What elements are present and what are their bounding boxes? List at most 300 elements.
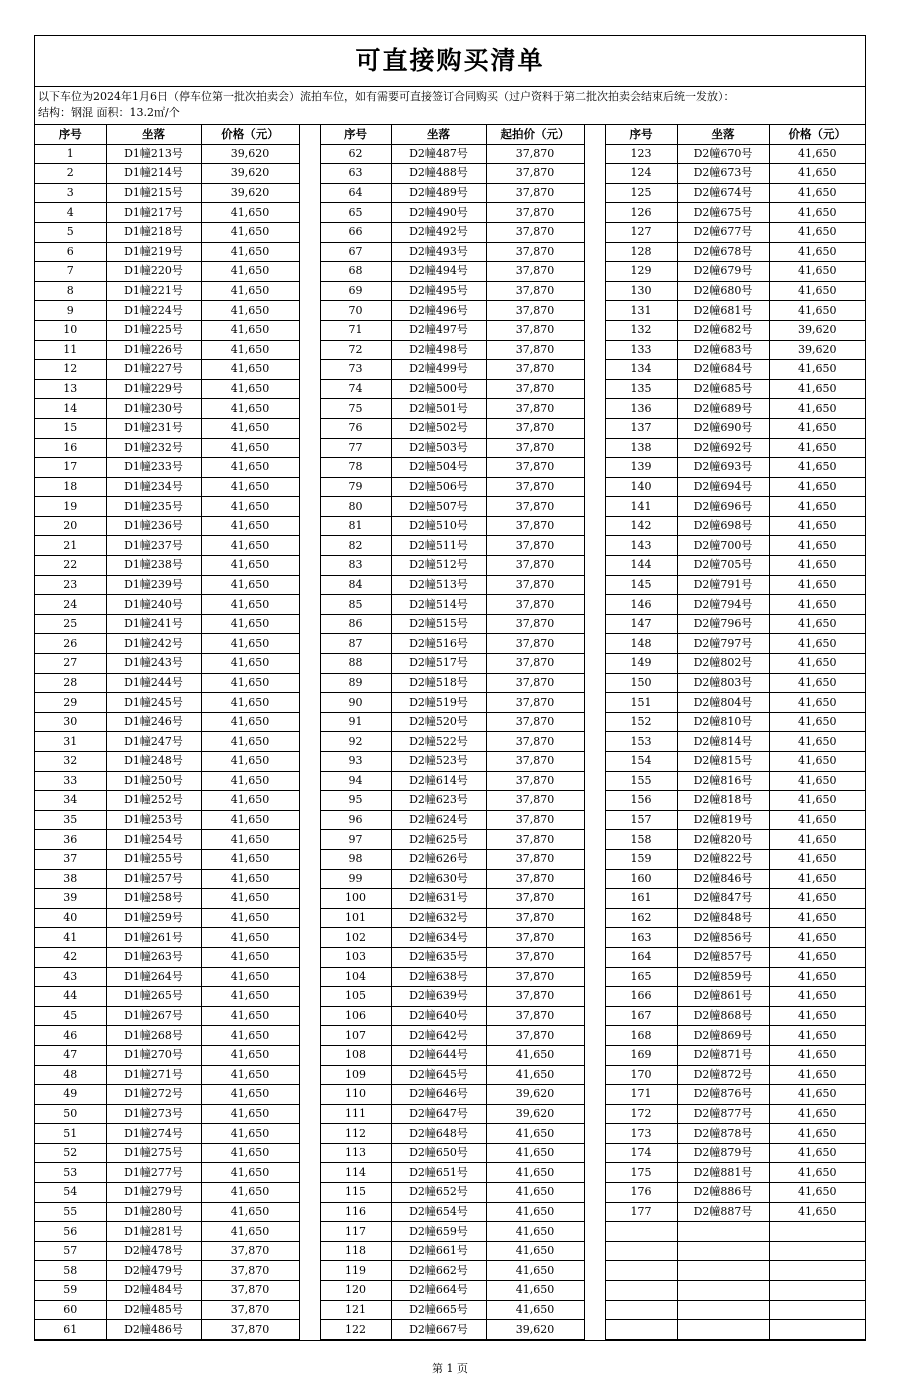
block1-index-cell: 16: [35, 438, 106, 458]
block1-price-cell: 41,650: [201, 575, 299, 595]
block2-index-cell: 82: [320, 536, 391, 556]
header-block2-location: 坐落: [391, 125, 486, 144]
block2-index-cell: 85: [320, 595, 391, 615]
column-gap: [299, 712, 320, 732]
table-row: [35, 634, 865, 654]
block1-location-cell: D1幢231号: [106, 418, 201, 438]
column-gap: [584, 1065, 605, 1085]
block1-price-cell: 41,650: [201, 673, 299, 693]
block1-price-cell: 41,650: [201, 908, 299, 928]
block2-price-cell: 37,870: [486, 477, 584, 497]
table-row: [35, 712, 865, 732]
block3-index-cell: 129: [605, 262, 677, 282]
block2-index-cell: 74: [320, 379, 391, 399]
block3-location-cell: D2幢791号: [677, 575, 769, 595]
table-row: [35, 849, 865, 869]
block2-index-cell: 62: [320, 144, 391, 164]
block2-index-cell: 106: [320, 1006, 391, 1026]
column-gap: [299, 1163, 320, 1183]
block2-index-cell: 76: [320, 418, 391, 438]
block2-index-cell: 115: [320, 1183, 391, 1203]
block1-location-cell: D1幢219号: [106, 242, 201, 262]
block1-price-cell: 41,650: [201, 438, 299, 458]
block2-price-cell: 37,870: [486, 556, 584, 576]
block3-index-cell: 151: [605, 693, 677, 713]
column-gap: [299, 1104, 320, 1124]
block1-index-cell: 14: [35, 399, 106, 419]
column-gap: [299, 379, 320, 399]
block1-index-cell: 5: [35, 222, 106, 242]
block3-index-cell: 148: [605, 634, 677, 654]
block1-index-cell: 41: [35, 928, 106, 948]
block3-price-cell: 41,650: [769, 987, 865, 1007]
block2-price-cell: 41,650: [486, 1183, 584, 1203]
block3-price-cell: 41,650: [769, 771, 865, 791]
header-block3-price: 价格（元）: [769, 125, 865, 144]
block1-price-cell: 41,650: [201, 771, 299, 791]
block2-price-cell: 37,870: [486, 458, 584, 478]
block1-price-cell: 41,650: [201, 928, 299, 948]
block3-index-cell: 160: [605, 869, 677, 889]
table-row: [35, 673, 865, 693]
column-gap: [299, 1124, 320, 1144]
block1-location-cell: D1幢257号: [106, 869, 201, 889]
block2-price-cell: 37,870: [486, 967, 584, 987]
block3-index-cell: 123: [605, 144, 677, 164]
block2-index-cell: 88: [320, 654, 391, 674]
block1-location-cell: D1幢238号: [106, 556, 201, 576]
block3-index-cell: 141: [605, 497, 677, 517]
column-gap: [584, 458, 605, 478]
block1-location-cell: D1幢221号: [106, 281, 201, 301]
block1-index-cell: 26: [35, 634, 106, 654]
block3-index-cell: 139: [605, 458, 677, 478]
block3-price-cell: 41,650: [769, 418, 865, 438]
block2-index-cell: 122: [320, 1320, 391, 1340]
column-gap: [299, 1183, 320, 1203]
column-gap: [584, 810, 605, 830]
block1-location-cell: D1幢268号: [106, 1026, 201, 1046]
block3-price-cell: [769, 1320, 865, 1340]
block1-index-cell: 61: [35, 1320, 106, 1340]
block3-location-cell: D2幢857号: [677, 947, 769, 967]
block2-location-cell: D2幢623号: [391, 791, 486, 811]
block3-location-cell: [677, 1261, 769, 1281]
block1-index-cell: 60: [35, 1300, 106, 1320]
table-row: [35, 869, 865, 889]
table-row: [35, 1045, 865, 1065]
block1-location-cell: D1幢247号: [106, 732, 201, 752]
block2-price-cell: 37,870: [486, 536, 584, 556]
block2-location-cell: D2幢504号: [391, 458, 486, 478]
block2-price-cell: 37,870: [486, 830, 584, 850]
table-row: [35, 1320, 865, 1340]
block2-index-cell: 121: [320, 1300, 391, 1320]
block2-price-cell: 37,870: [486, 262, 584, 282]
block1-index-cell: 55: [35, 1202, 106, 1222]
block1-price-cell: 41,650: [201, 1006, 299, 1026]
block2-location-cell: D2幢522号: [391, 732, 486, 752]
block3-location-cell: D2幢861号: [677, 987, 769, 1007]
block3-index-cell: 127: [605, 222, 677, 242]
block2-index-cell: 97: [320, 830, 391, 850]
block1-index-cell: 30: [35, 712, 106, 732]
column-gap: [299, 869, 320, 889]
block1-location-cell: D2幢485号: [106, 1300, 201, 1320]
block1-location-cell: D1幢272号: [106, 1085, 201, 1105]
block1-index-cell: 53: [35, 1163, 106, 1183]
block2-index-cell: 70: [320, 301, 391, 321]
block1-price-cell: 41,650: [201, 1183, 299, 1203]
block3-index-cell: 163: [605, 928, 677, 948]
block2-price-cell: 37,870: [486, 575, 584, 595]
table-row: [35, 360, 865, 380]
block2-location-cell: D2幢630号: [391, 869, 486, 889]
block3-location-cell: [677, 1320, 769, 1340]
block2-index-cell: 79: [320, 477, 391, 497]
block1-index-cell: 37: [35, 849, 106, 869]
table-row: [35, 320, 865, 340]
column-gap: [299, 497, 320, 517]
block1-index-cell: 24: [35, 595, 106, 615]
table-row: [35, 987, 865, 1007]
block1-price-cell: 39,620: [201, 164, 299, 184]
block1-index-cell: 54: [35, 1183, 106, 1203]
block1-price-cell: 41,650: [201, 418, 299, 438]
block2-price-cell: 37,870: [486, 320, 584, 340]
column-gap: [299, 947, 320, 967]
block1-price-cell: 41,650: [201, 987, 299, 1007]
block1-price-cell: 41,650: [201, 830, 299, 850]
block2-index-cell: 64: [320, 183, 391, 203]
block2-price-cell: 37,870: [486, 791, 584, 811]
block1-location-cell: D1幢214号: [106, 164, 201, 184]
block3-location-cell: D2幢670号: [677, 144, 769, 164]
block2-index-cell: 114: [320, 1163, 391, 1183]
block3-location-cell: D2幢876号: [677, 1085, 769, 1105]
header-block2-price: 起拍价（元）: [486, 125, 584, 144]
block2-location-cell: D2幢651号: [391, 1163, 486, 1183]
column-gap: [584, 791, 605, 811]
block1-location-cell: D1幢230号: [106, 399, 201, 419]
column-gap: [299, 556, 320, 576]
block2-location-cell: D2幢487号: [391, 144, 486, 164]
block1-price-cell: 41,650: [201, 477, 299, 497]
block2-price-cell: 37,870: [486, 497, 584, 517]
block1-location-cell: D1幢261号: [106, 928, 201, 948]
block3-index-cell: 126: [605, 203, 677, 223]
block1-location-cell: D1幢233号: [106, 458, 201, 478]
block2-price-cell: 41,650: [486, 1222, 584, 1242]
column-gap: [299, 1085, 320, 1105]
block1-price-cell: 37,870: [201, 1261, 299, 1281]
column-gap: [299, 418, 320, 438]
block3-price-cell: 41,650: [769, 1104, 865, 1124]
column-gap: [299, 1026, 320, 1046]
block2-location-cell: D2幢514号: [391, 595, 486, 615]
block3-index-cell: 165: [605, 967, 677, 987]
table-row: [35, 399, 865, 419]
column-gap: [584, 575, 605, 595]
block2-index-cell: 84: [320, 575, 391, 595]
block3-location-cell: D2幢878号: [677, 1124, 769, 1144]
block1-price-cell: 41,650: [201, 1222, 299, 1242]
block3-location-cell: D2幢810号: [677, 712, 769, 732]
table-row: [35, 1261, 865, 1281]
block2-location-cell: D2幢626号: [391, 849, 486, 869]
block1-location-cell: D1幢225号: [106, 320, 201, 340]
table-row: [35, 1124, 865, 1144]
block3-price-cell: 41,650: [769, 477, 865, 497]
block2-index-cell: 107: [320, 1026, 391, 1046]
column-gap: [299, 987, 320, 1007]
block3-price-cell: 41,650: [769, 654, 865, 674]
block3-price-cell: 41,650: [769, 379, 865, 399]
notes: [35, 87, 865, 125]
block1-price-cell: 41,650: [201, 889, 299, 909]
column-gap: [584, 320, 605, 340]
block1-location-cell: D1幢273号: [106, 1104, 201, 1124]
block2-price-cell: 37,870: [486, 222, 584, 242]
column-gap: [584, 438, 605, 458]
column-gap: [584, 144, 605, 164]
block2-location-cell: D2幢513号: [391, 575, 486, 595]
column-gap: [299, 1045, 320, 1065]
column-gap: [299, 595, 320, 615]
block3-index-cell: 159: [605, 849, 677, 869]
block2-index-cell: 109: [320, 1065, 391, 1085]
block2-location-cell: D2幢512号: [391, 556, 486, 576]
block3-index-cell: 140: [605, 477, 677, 497]
block3-index-cell: 138: [605, 438, 677, 458]
block3-location-cell: D2幢887号: [677, 1202, 769, 1222]
block1-location-cell: D1幢215号: [106, 183, 201, 203]
block2-index-cell: 63: [320, 164, 391, 184]
block1-index-cell: 28: [35, 673, 106, 693]
header-block1-location: 坐落: [106, 125, 201, 144]
block3-price-cell: 41,650: [769, 262, 865, 282]
column-gap: [584, 928, 605, 948]
column-gap: [584, 203, 605, 223]
block1-price-cell: 41,650: [201, 752, 299, 772]
block1-price-cell: 39,620: [201, 183, 299, 203]
block1-location-cell: D1幢220号: [106, 262, 201, 282]
block2-index-cell: 65: [320, 203, 391, 223]
block1-price-cell: 41,650: [201, 1163, 299, 1183]
table-row: [35, 908, 865, 928]
column-gap: [299, 1300, 320, 1320]
block1-location-cell: D1幢255号: [106, 849, 201, 869]
block3-price-cell: 39,620: [769, 340, 865, 360]
block2-location-cell: D2幢499号: [391, 360, 486, 380]
block3-index-cell: 146: [605, 595, 677, 615]
table-row: [35, 340, 865, 360]
block3-price-cell: 41,650: [769, 1183, 865, 1203]
block2-location-cell: D2幢489号: [391, 183, 486, 203]
table-row: [35, 536, 865, 556]
block2-location-cell: D2幢492号: [391, 222, 486, 242]
column-gap: [299, 673, 320, 693]
block2-index-cell: 80: [320, 497, 391, 517]
block3-price-cell: 41,650: [769, 849, 865, 869]
block3-price-cell: 41,650: [769, 1065, 865, 1085]
page-title: 可直接购买清单: [35, 36, 865, 87]
block2-location-cell: D2幢510号: [391, 516, 486, 536]
block3-index-cell: 174: [605, 1143, 677, 1163]
block3-location-cell: D2幢682号: [677, 320, 769, 340]
column-gap: [299, 340, 320, 360]
column-gap: [584, 693, 605, 713]
block3-location-cell: D2幢868号: [677, 1006, 769, 1026]
column-gap: [299, 928, 320, 948]
block2-price-cell: 37,870: [486, 673, 584, 693]
block3-location-cell: D2幢869号: [677, 1026, 769, 1046]
block2-location-cell: D2幢494号: [391, 262, 486, 282]
block3-location-cell: [677, 1300, 769, 1320]
block3-index-cell: [605, 1320, 677, 1340]
column-gap: [584, 1006, 605, 1026]
block1-index-cell: 4: [35, 203, 106, 223]
column-gap: [584, 1104, 605, 1124]
block2-price-cell: 41,650: [486, 1163, 584, 1183]
column-gap: [299, 301, 320, 321]
table-row: [35, 752, 865, 772]
block2-index-cell: 66: [320, 222, 391, 242]
block2-location-cell: D2幢638号: [391, 967, 486, 987]
column-gap: [299, 477, 320, 497]
block1-index-cell: 3: [35, 183, 106, 203]
block3-index-cell: 130: [605, 281, 677, 301]
block3-price-cell: 41,650: [769, 752, 865, 772]
block3-location-cell: D2幢877号: [677, 1104, 769, 1124]
block1-index-cell: 32: [35, 752, 106, 772]
block1-location-cell: D2幢478号: [106, 1241, 201, 1261]
block3-price-cell: 41,650: [769, 536, 865, 556]
block3-price-cell: 41,650: [769, 556, 865, 576]
column-gap: [299, 262, 320, 282]
block1-location-cell: D1幢245号: [106, 693, 201, 713]
block2-price-cell: 37,870: [486, 183, 584, 203]
block2-price-cell: 41,650: [486, 1124, 584, 1144]
block1-location-cell: D1幢274号: [106, 1124, 201, 1144]
block3-price-cell: [769, 1261, 865, 1281]
block3-location-cell: D2幢859号: [677, 967, 769, 987]
block1-price-cell: 37,870: [201, 1320, 299, 1340]
block2-price-cell: 37,870: [486, 849, 584, 869]
column-gap: [584, 1045, 605, 1065]
block3-location-cell: D2幢846号: [677, 869, 769, 889]
column-gap: [299, 614, 320, 634]
column-gap: [584, 1163, 605, 1183]
block2-price-cell: 37,870: [486, 516, 584, 536]
column-gap: [299, 1261, 320, 1281]
block1-location-cell: D1幢271号: [106, 1065, 201, 1085]
block1-index-cell: 29: [35, 693, 106, 713]
column-gap: [584, 732, 605, 752]
block2-index-cell: 111: [320, 1104, 391, 1124]
block2-price-cell: 37,870: [486, 203, 584, 223]
column-gap: [584, 1124, 605, 1144]
table-row: [35, 1300, 865, 1320]
block1-price-cell: 41,650: [201, 1045, 299, 1065]
column-gap: [299, 516, 320, 536]
block1-index-cell: 8: [35, 281, 106, 301]
block1-price-cell: 37,870: [201, 1281, 299, 1301]
table-row: [35, 791, 865, 811]
block2-index-cell: 95: [320, 791, 391, 811]
block2-price-cell: 37,870: [486, 654, 584, 674]
column-gap: [584, 1281, 605, 1301]
block2-price-cell: 37,870: [486, 732, 584, 752]
block3-location-cell: D2幢815号: [677, 752, 769, 772]
block2-index-cell: 120: [320, 1281, 391, 1301]
column-gap: [584, 1143, 605, 1163]
block1-location-cell: D1幢234号: [106, 477, 201, 497]
block1-location-cell: D1幢259号: [106, 908, 201, 928]
column-gap: [299, 144, 320, 164]
table-row: [35, 967, 865, 987]
table-row: [35, 418, 865, 438]
block2-price-cell: 37,870: [486, 1006, 584, 1026]
column-gap: [299, 967, 320, 987]
table-row: [35, 810, 865, 830]
block1-price-cell: 41,650: [201, 360, 299, 380]
block1-price-cell: 41,650: [201, 1143, 299, 1163]
block3-index-cell: 157: [605, 810, 677, 830]
block2-location-cell: D2幢635号: [391, 947, 486, 967]
column-gap: [299, 1241, 320, 1261]
block3-index-cell: 137: [605, 418, 677, 438]
column-gap: [299, 458, 320, 478]
table-body: [35, 144, 865, 1339]
block2-index-cell: 112: [320, 1124, 391, 1144]
block1-price-cell: 41,650: [201, 947, 299, 967]
block2-location-cell: D2幢511号: [391, 536, 486, 556]
column-gap: [299, 771, 320, 791]
block3-index-cell: 152: [605, 712, 677, 732]
block1-index-cell: 19: [35, 497, 106, 517]
block3-price-cell: 41,650: [769, 399, 865, 419]
column-gap: [299, 399, 320, 419]
block3-index-cell: 167: [605, 1006, 677, 1026]
block2-location-cell: D2幢634号: [391, 928, 486, 948]
block1-price-cell: 41,650: [201, 693, 299, 713]
block3-location-cell: D2幢886号: [677, 1183, 769, 1203]
block1-index-cell: 40: [35, 908, 106, 928]
column-gap: [299, 654, 320, 674]
column-gap: [584, 340, 605, 360]
block3-location-cell: D2幢685号: [677, 379, 769, 399]
block1-price-cell: 41,650: [201, 340, 299, 360]
block3-index-cell: 154: [605, 752, 677, 772]
block3-index-cell: 143: [605, 536, 677, 556]
block2-location-cell: D2幢502号: [391, 418, 486, 438]
block1-index-cell: 43: [35, 967, 106, 987]
block3-location-cell: D2幢803号: [677, 673, 769, 693]
block2-index-cell: 93: [320, 752, 391, 772]
block2-price-cell: 37,870: [486, 281, 584, 301]
block3-location-cell: D2幢872号: [677, 1065, 769, 1085]
block2-index-cell: 68: [320, 262, 391, 282]
column-gap: [299, 536, 320, 556]
block2-index-cell: 67: [320, 242, 391, 262]
block1-price-cell: 41,650: [201, 281, 299, 301]
block2-price-cell: 41,650: [486, 1045, 584, 1065]
block1-location-cell: D1幢217号: [106, 203, 201, 223]
block3-price-cell: 41,650: [769, 1124, 865, 1144]
block2-price-cell: 37,870: [486, 399, 584, 419]
column-gap: [299, 810, 320, 830]
